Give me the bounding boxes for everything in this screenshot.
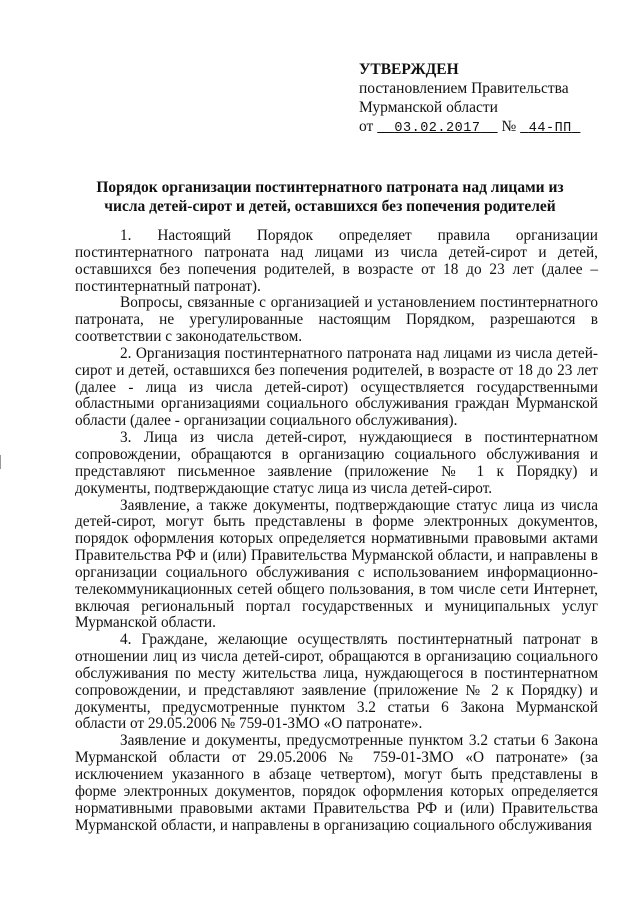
heading-line-2: числа детей-сирот и детей, оставшихся без попечения родителей — [104, 198, 556, 215]
approval-line-1: постановлением Правительства — [359, 80, 569, 97]
approval-line-2: Мурманской области — [359, 99, 498, 116]
document-body — [75, 228, 598, 834]
paragraph-2: Вопросы, связанные с организацией и установлением постинтернатного патроната, не урегулированные настоящим Порядком, разрешаются в соответствии с законодательством. — [75, 294, 598, 346]
approval-date: 03.02.2017 — [394, 121, 481, 136]
approval-date-line — [359, 117, 609, 138]
number-prefix: № — [501, 118, 517, 135]
approval-stamp — [359, 60, 609, 138]
approval-title: УТВЕРЖДЕН — [359, 61, 459, 78]
paragraph-1: 1. Настоящий Порядок определяет правила организации постинтернатного патроната над лицами из числа детей-сирот и детей, оставшихся без попечения родителей, в возрасте от 18 до 23 лет (далее – постинтернатный патронат). — [75, 227, 598, 295]
scan-edge-mark — [0, 455, 4, 469]
paragraph-6: 4. Граждане, желающие осуществлять постинтернатный патронат в отношении лиц из числа детей-сирот, обращаются в организацию социального обслуживания по месту жительства лица, нуждающегося в постинтернатном сопровождении, и представляют заявление (приложение № 2 к Порядку) и документы, предусмотренные пунктом 3.2 статьи 6 Закона Мурманской области от 29.05.2006 № 759-01-ЗМО «О патронате». — [75, 631, 598, 733]
paragraph-7: Заявление и документы, предусмотренные пунктом 3.2 статьи 6 Закона Мурманской области от 29.05.2006 № 759-01-ЗМО «О патронате» (за исключением указанного в абзаце четвертом), могут быть представлены в форме электронных документов, порядок оформления которых определяется нормативными правовыми актами Правительства РФ и (или) Правительства Мурманской области, и направлены в организацию социального обслуживания — [75, 732, 598, 834]
paragraph-3: 2. Организация постинтернатного патроната над лицами из числа детей-сирот и детей, оставшихся без попечения родителей, в возрасте от 18 до 23 лет (далее - лица из числа детей-сирот) осуществляется государственными областными организациями социального обслуживания граждан Мурманской области (далее - организации социального обслуживания). — [75, 344, 598, 430]
document-heading — [70, 178, 590, 216]
paragraph-5: Заявление, а также документы, подтверждающие статус лица из числа детей-сирот, могут быть представлены в форме электронных документов, порядок оформления которых определяется нормативными правовыми актами Правительства РФ и (или) Правительства Мурманской области, и направлены в организации социального обслуживания с использованием информационно-телекоммуникационных сетей общего пользования, в том числе сети Интернет, включая региональный портал государственных и муниципальных услуг Мурманской области. — [75, 496, 598, 632]
heading-line-1: Порядок организации постинтернатного патроната над лицами из — [96, 179, 564, 196]
approval-number: 44-ПП — [528, 121, 572, 136]
paragraph-4: 3. Лица из числа детей-сирот, нуждающиеся в постинтернатном сопровождении, обращаются в организацию социального обслуживания и представляют письменное заявление (приложение № 1 к Порядку) и документы, подтверждающие статус лица из числа детей-сирот. — [75, 429, 598, 497]
date-prefix: от — [359, 118, 374, 135]
